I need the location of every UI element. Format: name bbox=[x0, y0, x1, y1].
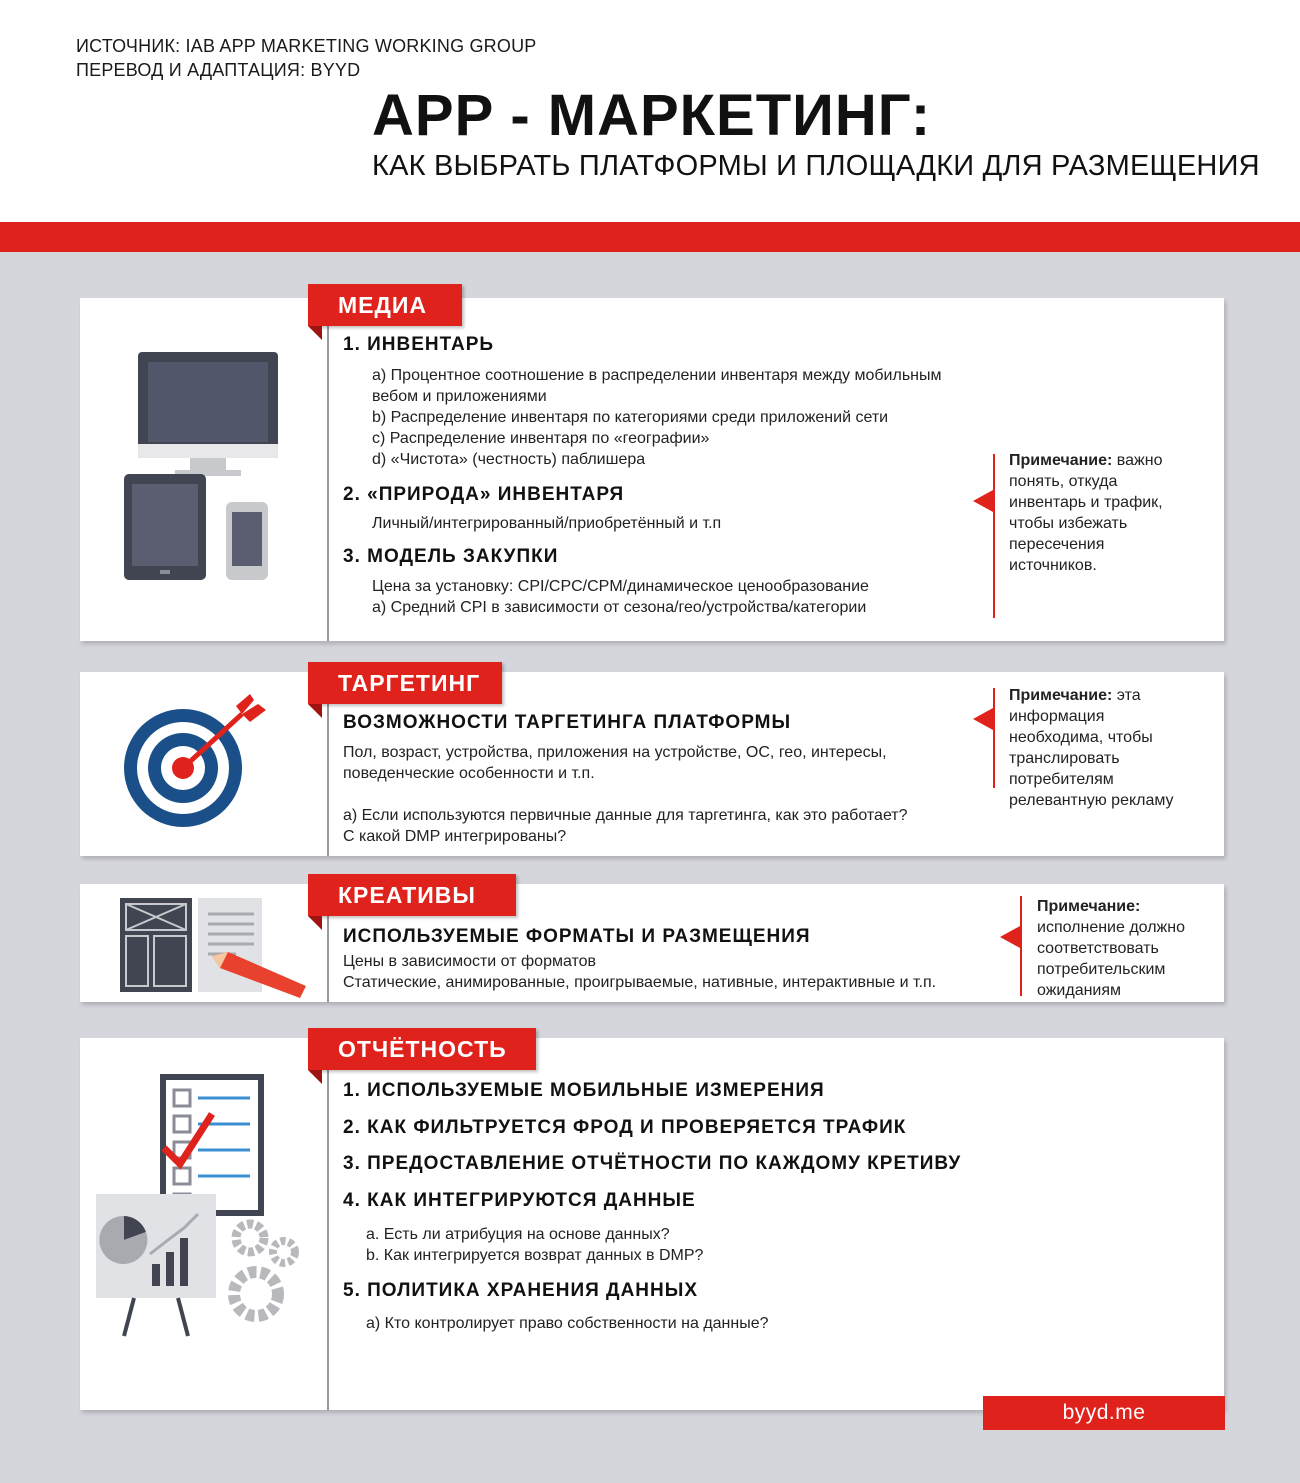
reporting-heading-fraud: 2. КАК ФИЛЬТРУЕТСЯ ФРОД И ПРОВЕРЯЕТСЯ ТРАФИК bbox=[343, 1117, 907, 1138]
reporting-heading-per-creative: 3. ПРЕДОСТАВЛЕНИЕ ОТЧЁТНОСТИ ПО КАЖДОМУ КРЕТИВУ bbox=[343, 1153, 962, 1174]
creatives-panel bbox=[80, 881, 1224, 1002]
media-heading-nature: 2. «ПРИРОДА» ИНВЕНТАРЯ bbox=[343, 484, 625, 505]
targeting-panel bbox=[80, 669, 1224, 856]
note-text: потребительским bbox=[1037, 961, 1166, 978]
note-label: Примечание: bbox=[1037, 898, 1141, 915]
reporting-heading-measurements: 1. ИСПОЛЬЗУЕМЫЕ МОБИЛЬНЫЕ ИЗМЕРЕНИЯ bbox=[343, 1080, 825, 1101]
note-text: важно bbox=[1112, 452, 1163, 469]
layout-pencil-icon bbox=[116, 894, 312, 998]
targeting-item: С какой DMP интегрированы? bbox=[343, 828, 567, 845]
media-item: b) Распределение инвентаря по категориями среди приложений сети bbox=[372, 409, 889, 426]
targeting-item: поведенческие особенности и т.п. bbox=[343, 765, 595, 782]
targeting-item: a) Если используются первичные данные для таргетинга, как это работает? bbox=[343, 807, 908, 824]
note-text: исполнение должно bbox=[1037, 919, 1185, 936]
note-label: Примечание: bbox=[1009, 687, 1113, 704]
targeting-note bbox=[1009, 685, 1219, 811]
site-link[interactable]: byyd.me bbox=[983, 1396, 1225, 1430]
note-arrow-icon bbox=[1000, 926, 1020, 948]
note-text: источников. bbox=[1009, 557, 1097, 574]
translation-line: ПЕРЕВОД И АДАПТАЦИЯ: BYYD bbox=[76, 60, 361, 80]
reporting-panel bbox=[80, 1035, 1224, 1410]
media-item: Цена за установку: CPI/CPC/CPM/динамическое ценообразование bbox=[372, 578, 869, 595]
panel-divider bbox=[327, 298, 329, 641]
targeting-item: Пол, возраст, устройства, приложения на устройстве, ОС, гео, интересы, bbox=[343, 744, 887, 761]
reporting-heading-integration: 4. КАК ИНТЕГРИРУЮТСЯ ДАННЫЕ bbox=[343, 1190, 696, 1211]
note-text: инвентарь и трафик, bbox=[1009, 494, 1163, 511]
note-line bbox=[993, 454, 995, 618]
media-heading-inventory: 1. ИНВЕНТАРЬ bbox=[343, 334, 495, 355]
note-line bbox=[993, 688, 995, 788]
page-subtitle: КАК ВЫБРАТЬ ПЛАТФОРМЫ И ПЛОЩАДКИ ДЛЯ РАЗМЕЩЕНИЯ bbox=[372, 150, 1260, 182]
creatives-item: Статические, анимированные, проигрываемые, нативные, интерактивные и т.п. bbox=[343, 974, 937, 991]
media-item: c) Распределение инвентаря по «географии» bbox=[372, 430, 710, 447]
note-arrow-icon bbox=[973, 708, 993, 730]
media-item: a) Средний CPI в зависимости от сезона/гео/устройства/категории bbox=[372, 599, 867, 616]
note-arrow-icon bbox=[973, 490, 993, 512]
creatives-heading: ИСПОЛЬЗУЕМЫЕ ФОРМАТЫ И РАЗМЕЩЕНИЯ bbox=[343, 926, 811, 947]
source-credit bbox=[76, 34, 536, 82]
media-heading-purchase-model: 3. МОДЕЛЬ ЗАКУПКИ bbox=[343, 546, 559, 567]
media-item: Личный/интегрированный/приобретённый и т.п bbox=[372, 515, 722, 532]
media-item: a) Процентное соотношение в распределении инвентаря между мобильным bbox=[372, 367, 942, 384]
reporting-item: a. Есть ли атрибуция на основе данных? bbox=[366, 1226, 670, 1243]
devices-icon bbox=[120, 348, 290, 588]
media-item: d) «Чистота» (честность) паблишера bbox=[372, 451, 646, 468]
note-label: Примечание: bbox=[1009, 452, 1113, 469]
target-icon bbox=[120, 692, 280, 842]
note-text: релевантную рекламу bbox=[1009, 792, 1174, 809]
note-text: необходима, чтобы bbox=[1009, 729, 1153, 746]
source-line: ИСТОЧНИК: IAB APP MARKETING WORKING GROUP bbox=[76, 36, 537, 56]
targeting-heading: ВОЗМОЖНОСТИ ТАРГЕТИНГА ПЛАТФОРМЫ bbox=[343, 712, 792, 733]
report-chart-gears-icon bbox=[94, 1068, 314, 1348]
note-text: информация bbox=[1009, 708, 1105, 725]
creatives-tag: КРЕАТИВЫ bbox=[308, 874, 516, 916]
media-note bbox=[1009, 450, 1209, 576]
reporting-tag: ОТЧЁТНОСТЬ bbox=[308, 1028, 536, 1070]
media-panel bbox=[80, 291, 1224, 641]
note-text: ожиданиям bbox=[1037, 982, 1122, 999]
creatives-note bbox=[1037, 896, 1217, 1001]
note-text: транслировать bbox=[1009, 750, 1120, 767]
reporting-item: b. Как интегрируется возврат данных в DMP? bbox=[366, 1247, 704, 1264]
reporting-item: a) Кто контролирует право собственности на данные? bbox=[366, 1315, 769, 1332]
note-text: эта bbox=[1112, 687, 1141, 704]
note-text: чтобы избежать bbox=[1009, 515, 1128, 532]
header bbox=[0, 0, 1300, 222]
note-text: потребителям bbox=[1009, 771, 1114, 788]
note-text: понять, откуда bbox=[1009, 473, 1118, 490]
reporting-heading-storage: 5. ПОЛИТИКА ХРАНЕНИЯ ДАННЫХ bbox=[343, 1280, 699, 1301]
header-divider-band bbox=[0, 222, 1300, 252]
note-text: пересечения bbox=[1009, 536, 1105, 553]
media-tag: МЕДИА bbox=[308, 284, 462, 326]
note-text: соответствовать bbox=[1037, 940, 1159, 957]
panel-divider bbox=[327, 1038, 329, 1410]
targeting-tag: ТАРГЕТИНГ bbox=[308, 662, 502, 704]
creatives-item: Цены в зависимости от форматов bbox=[343, 953, 597, 970]
media-item: вебом и приложениями bbox=[372, 388, 547, 405]
note-line bbox=[1020, 896, 1022, 996]
page-title: APP - МАРКЕТИНГ: bbox=[372, 83, 932, 148]
